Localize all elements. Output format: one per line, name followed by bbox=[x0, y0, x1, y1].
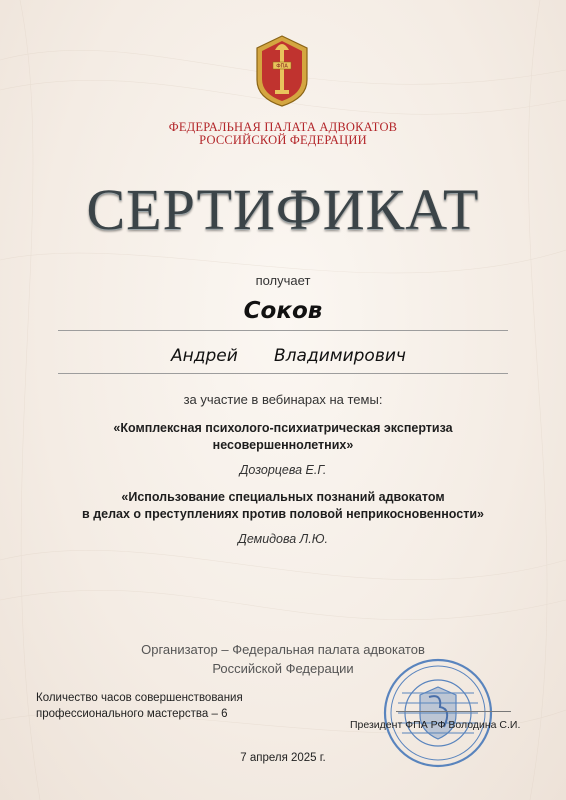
organizer-line-1: Организатор – Федеральная палата адвокатов bbox=[141, 642, 425, 657]
topic-1-line-2: несовершеннолетних» bbox=[212, 438, 354, 452]
issue-date: 7 апреля 2025 г. bbox=[240, 752, 326, 764]
hours-line-2: профессионального мастерства – 6 bbox=[36, 708, 228, 720]
participation-text: за участие в вебинарах на темы: bbox=[183, 392, 383, 407]
topic-1-line-1: «Комплексная психолого-психиатрическая экспертиза bbox=[113, 421, 453, 435]
recipient-first-name: Андрей bbox=[171, 346, 238, 366]
topic-2-line-2: в делах о преступлениях против половой неприкосновенности» bbox=[82, 507, 484, 521]
president-signature-label: Президент ФПА РФ Володина С.И. bbox=[350, 719, 521, 731]
recipient-patronymic: Владимирович bbox=[274, 346, 406, 366]
organization-name-line-1: ФЕДЕРАЛЬНАЯ ПАЛАТА АДВОКАТОВ bbox=[168, 120, 398, 134]
bar-association-emblem bbox=[251, 34, 313, 108]
receives-label: получает bbox=[255, 273, 311, 288]
training-hours bbox=[36, 690, 243, 722]
topic-1-author: Дозорцева Е.Г. bbox=[239, 463, 327, 477]
emblem-label: ФПА bbox=[276, 63, 288, 70]
surname-underline bbox=[58, 330, 508, 331]
name-underline bbox=[58, 373, 508, 374]
organization-name-line-2: РОССИЙСКОЙ ФЕДЕРАЦИИ bbox=[199, 133, 367, 147]
topic-2-author: Демидова Л.Ю. bbox=[238, 532, 328, 546]
hours-line-1: Количество часов совершенствования bbox=[36, 692, 243, 704]
recipient-surname: Соков bbox=[243, 298, 323, 324]
certificate-title: СЕРТИФИКАТ bbox=[86, 177, 480, 242]
webinar-topic-2 bbox=[0, 489, 566, 523]
webinar-topic-1 bbox=[0, 420, 566, 454]
organizer-line-2: Российской Федерации bbox=[212, 661, 354, 676]
signature-line bbox=[396, 711, 511, 712]
topic-2-line-1: «Использование специальных познаний адвокатом bbox=[121, 490, 445, 504]
